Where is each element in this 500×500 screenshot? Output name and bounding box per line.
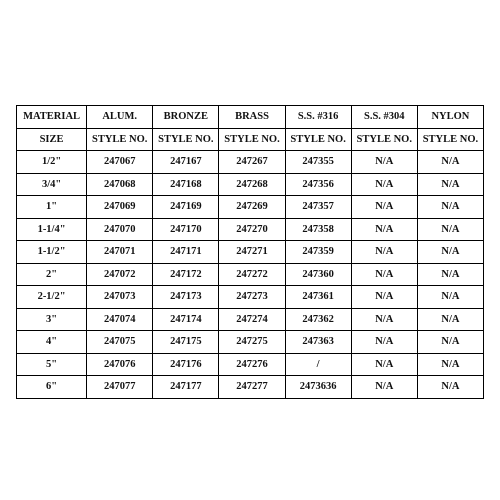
cell-ss304: N/A: [351, 263, 417, 286]
cell-bronze: 247171: [153, 241, 219, 264]
cell-ss316: 247356: [285, 173, 351, 196]
header-cell-nylon: NYLON: [417, 106, 483, 129]
cell-bronze: 247177: [153, 376, 219, 399]
cell-brass: 247272: [219, 263, 285, 286]
cell-size: 1/2": [17, 151, 87, 174]
cell-alum: 247070: [87, 218, 153, 241]
cell-size: 4": [17, 331, 87, 354]
table-row: [17, 376, 484, 399]
header-cell-style-no: STYLE NO.: [417, 128, 483, 151]
cell-ss304: N/A: [351, 218, 417, 241]
cell-brass: 247271: [219, 241, 285, 264]
cell-nylon: N/A: [417, 286, 483, 309]
header-cell-brass: BRASS: [219, 106, 285, 129]
cell-ss316: 247357: [285, 196, 351, 219]
cell-alum: 247076: [87, 353, 153, 376]
cell-brass: 247269: [219, 196, 285, 219]
cell-alum: 247077: [87, 376, 153, 399]
cell-alum: 247068: [87, 173, 153, 196]
header-cell-style-no: STYLE NO.: [285, 128, 351, 151]
cell-bronze: 247169: [153, 196, 219, 219]
cell-ss304: N/A: [351, 173, 417, 196]
header-row-material: [17, 106, 484, 129]
cell-bronze: 247176: [153, 353, 219, 376]
cell-bronze: 247167: [153, 151, 219, 174]
header-cell-ss316: S.S. #316: [285, 106, 351, 129]
header-cell-style-no: STYLE NO.: [219, 128, 285, 151]
table-row: [17, 308, 484, 331]
cell-ss304: N/A: [351, 196, 417, 219]
cell-alum: 247073: [87, 286, 153, 309]
cell-ss316: 2473636: [285, 376, 351, 399]
header-cell-alum: ALUM.: [87, 106, 153, 129]
header-cell-material: MATERIAL: [17, 106, 87, 129]
cell-brass: 247274: [219, 308, 285, 331]
cell-ss316: /: [285, 353, 351, 376]
table-row: [17, 218, 484, 241]
cell-nylon: N/A: [417, 151, 483, 174]
table-row: [17, 353, 484, 376]
cell-brass: 247267: [219, 151, 285, 174]
cell-ss304: N/A: [351, 353, 417, 376]
cell-size: 3/4": [17, 173, 87, 196]
cell-nylon: N/A: [417, 263, 483, 286]
cell-brass: 247275: [219, 331, 285, 354]
header-cell-style-no: STYLE NO.: [351, 128, 417, 151]
table-row: [17, 263, 484, 286]
table-body: [17, 106, 484, 399]
cell-size: 1": [17, 196, 87, 219]
cell-size: 3": [17, 308, 87, 331]
cell-nylon: N/A: [417, 196, 483, 219]
cell-brass: 247276: [219, 353, 285, 376]
cell-nylon: N/A: [417, 376, 483, 399]
header-cell-ss304: S.S. #304: [351, 106, 417, 129]
header-cell-bronze: BRONZE: [153, 106, 219, 129]
cell-brass: 247277: [219, 376, 285, 399]
cell-bronze: 247172: [153, 263, 219, 286]
cell-alum: 247072: [87, 263, 153, 286]
cell-ss304: N/A: [351, 308, 417, 331]
cell-ss304: N/A: [351, 331, 417, 354]
table-row: [17, 286, 484, 309]
cell-alum: 247067: [87, 151, 153, 174]
table-row: [17, 331, 484, 354]
cell-brass: 247273: [219, 286, 285, 309]
table-row: [17, 196, 484, 219]
cell-bronze: 247170: [153, 218, 219, 241]
header-cell-style-no: STYLE NO.: [87, 128, 153, 151]
table-row: [17, 151, 484, 174]
cell-ss316: 247361: [285, 286, 351, 309]
cell-nylon: N/A: [417, 218, 483, 241]
cell-alum: 247075: [87, 331, 153, 354]
cell-size: 2": [17, 263, 87, 286]
cell-size: 1-1/4": [17, 218, 87, 241]
cell-alum: 247074: [87, 308, 153, 331]
table-row: [17, 173, 484, 196]
cell-brass: 247268: [219, 173, 285, 196]
header-cell-style-no: STYLE NO.: [153, 128, 219, 151]
cell-alum: 247071: [87, 241, 153, 264]
cell-ss316: 247355: [285, 151, 351, 174]
cell-size: 1-1/2": [17, 241, 87, 264]
cell-alum: 247069: [87, 196, 153, 219]
cell-bronze: 247173: [153, 286, 219, 309]
cell-ss316: 247359: [285, 241, 351, 264]
header-row-style: [17, 128, 484, 151]
cell-ss316: 247358: [285, 218, 351, 241]
cell-ss316: 247360: [285, 263, 351, 286]
cell-size: 2-1/2": [17, 286, 87, 309]
cell-ss304: N/A: [351, 241, 417, 264]
cell-bronze: 247168: [153, 173, 219, 196]
cell-bronze: 247175: [153, 331, 219, 354]
cell-ss304: N/A: [351, 376, 417, 399]
cell-nylon: N/A: [417, 308, 483, 331]
cell-nylon: N/A: [417, 331, 483, 354]
cell-nylon: N/A: [417, 173, 483, 196]
cell-size: 6": [17, 376, 87, 399]
cell-ss316: 247363: [285, 331, 351, 354]
cell-ss304: N/A: [351, 151, 417, 174]
cell-brass: 247270: [219, 218, 285, 241]
cell-size: 5": [17, 353, 87, 376]
cell-bronze: 247174: [153, 308, 219, 331]
cell-nylon: N/A: [417, 353, 483, 376]
cell-nylon: N/A: [417, 241, 483, 264]
table-row: [17, 241, 484, 264]
cell-ss304: N/A: [351, 286, 417, 309]
header-cell-size: SIZE: [17, 128, 87, 151]
cell-ss316: 247362: [285, 308, 351, 331]
style-number-table: [16, 105, 484, 399]
